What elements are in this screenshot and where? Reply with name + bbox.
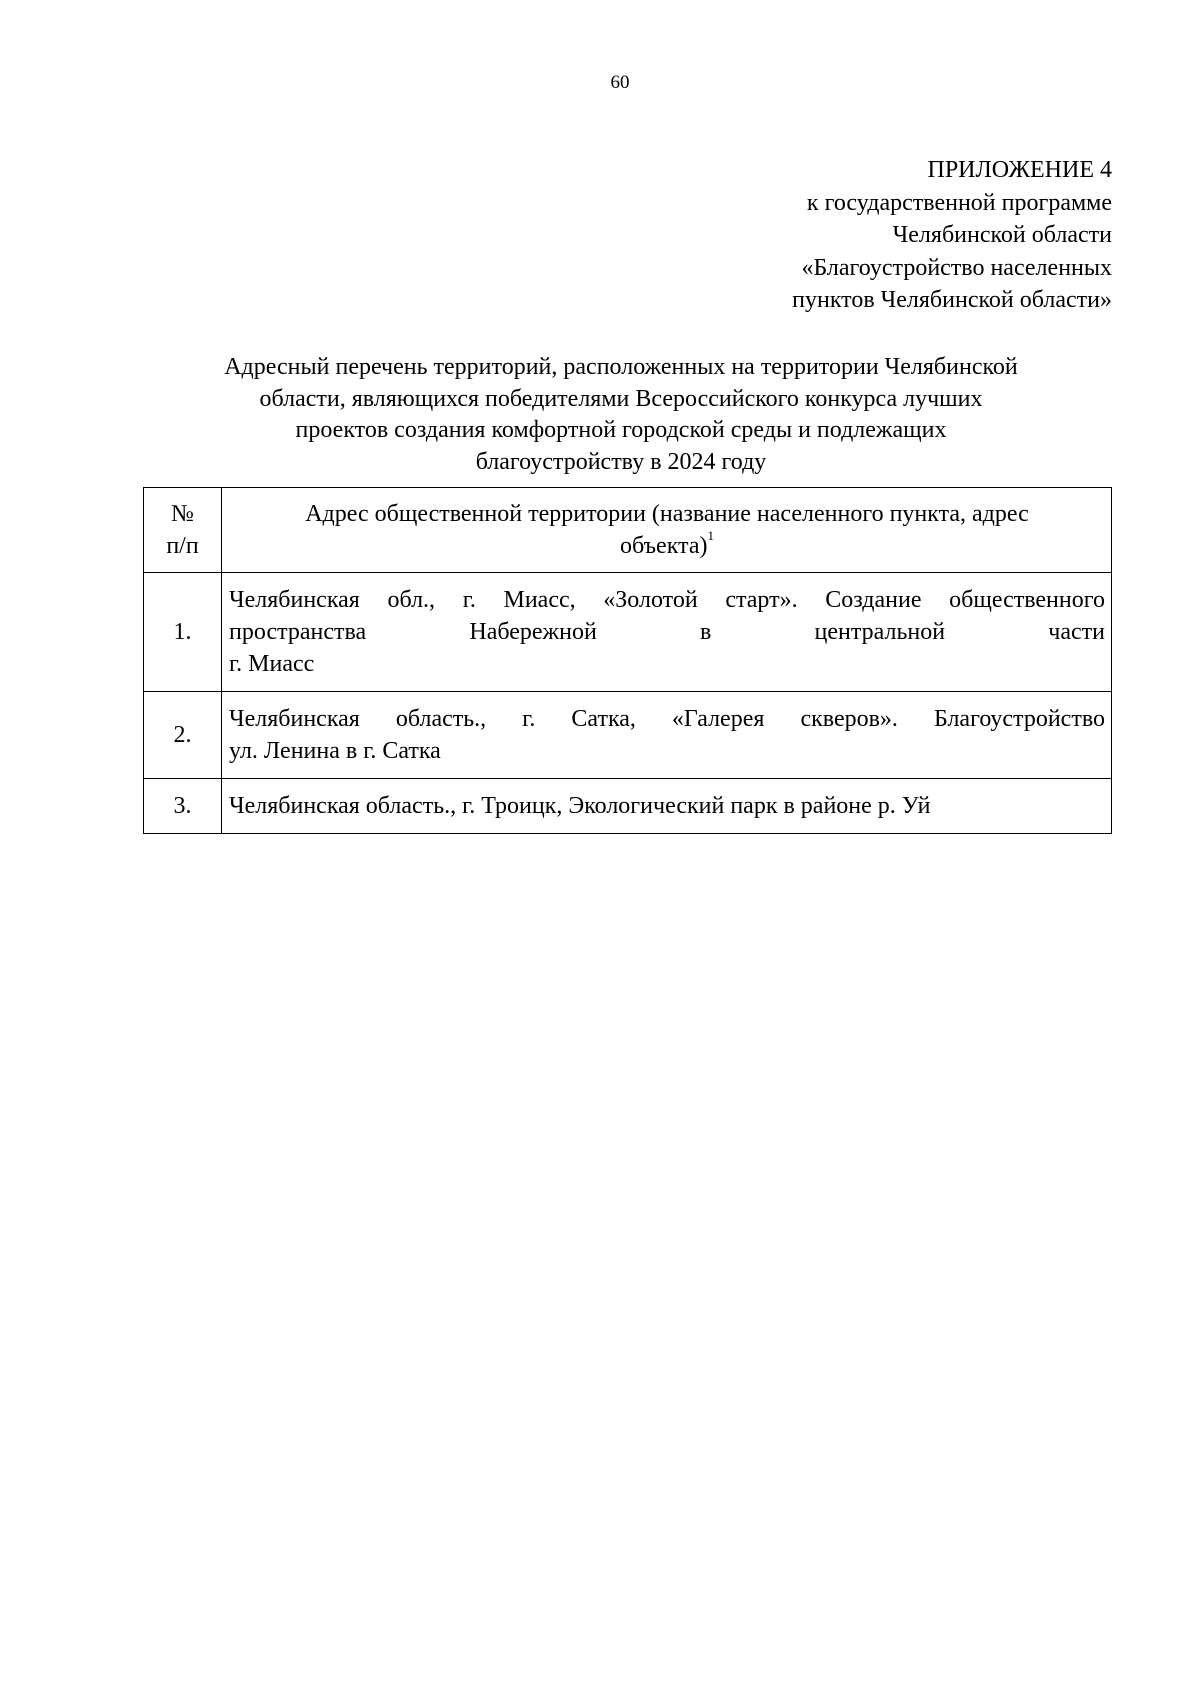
- row-number: 3.: [144, 779, 222, 834]
- appendix-line: Челябинской области: [892, 222, 1112, 248]
- row-address: [222, 779, 1112, 834]
- table-row: [144, 692, 1112, 779]
- appendix-line: ПРИЛОЖЕНИЕ 4: [927, 157, 1112, 183]
- address-line: Челябинская область., г. Сатка, «Галерея скверов». Благоустройство: [229, 706, 1105, 732]
- header-address-line: Адрес общественной территории (название населенного пункта, адрес: [305, 501, 1029, 527]
- title-line: Адресный перечень территорий, расположенных на территории Челябинской: [224, 354, 1018, 380]
- header-num-symbol: №: [171, 501, 194, 527]
- title-line: области, являющихся победителями Всероссийского конкурса лучших: [259, 385, 983, 412]
- table-header-row: [144, 488, 1112, 573]
- document-title: [143, 352, 1099, 478]
- address-line: пространства Набережной в центральной части: [229, 619, 1105, 645]
- address-line: ул. Ленина в г. Сатка: [229, 738, 441, 764]
- table-row: [144, 573, 1112, 692]
- footnote-mark: 1: [707, 528, 714, 543]
- header-num-abbr: п/п: [166, 533, 199, 559]
- header-num-cell: [144, 488, 222, 573]
- address-table: [143, 487, 1112, 834]
- row-number: 1.: [144, 573, 222, 692]
- appendix-header: [552, 154, 1112, 317]
- row-number: 2.: [144, 692, 222, 779]
- appendix-line: к государственной программе: [806, 189, 1112, 216]
- header-address-line: [229, 530, 1105, 562]
- row-address: [222, 573, 1112, 692]
- address-line: Челябинская область., г. Троицк, Экологический парк в районе р. Уй: [229, 793, 931, 819]
- header-address-cell: [222, 488, 1112, 573]
- appendix-line: пунктов Челябинской области»: [792, 287, 1112, 313]
- table-row: [144, 779, 1112, 834]
- appendix-line: «Благоустройство населенных: [801, 254, 1112, 281]
- address-line: г. Миасс: [229, 651, 315, 677]
- title-line: благоустройству в 2024 году: [475, 448, 767, 475]
- address-line: Челябинская обл., г. Миасс, «Золотой старт». Создание общественного: [229, 587, 1105, 613]
- row-address: [222, 692, 1112, 779]
- header-address-text: объекта): [620, 533, 708, 559]
- page-number: 60: [610, 72, 630, 93]
- title-line: проектов создания комфортной городской среды и подлежащих: [295, 417, 947, 443]
